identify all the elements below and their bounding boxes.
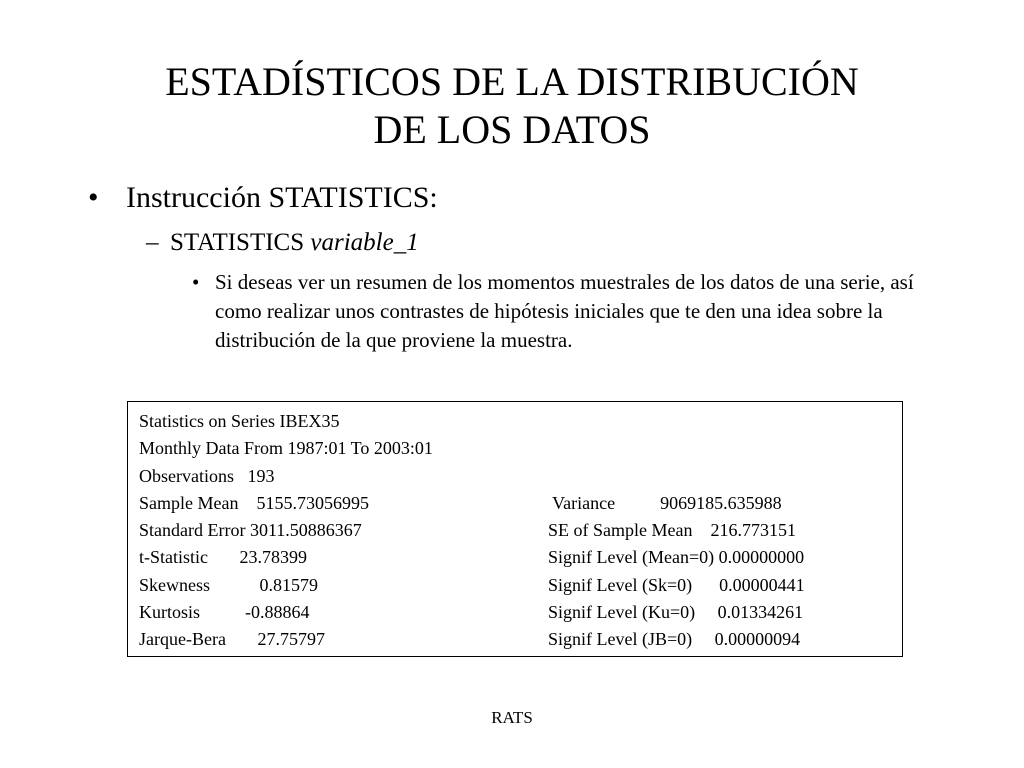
- stat-right-cell: Variance 9069185.635988: [548, 492, 782, 513]
- bullet-level-1-text: Instrucción STATISTICS:: [126, 181, 438, 214]
- stat-left-cell: Jarque-Bera 27.75797: [139, 629, 325, 650]
- dash-marker: –: [146, 229, 159, 256]
- slide-title: [0, 58, 1024, 154]
- stats-observations-line: [128, 463, 902, 490]
- stat-right-cell: Signif Level (Sk=0) 0.00000441: [548, 574, 805, 595]
- stat-right-cell: Signif Level (JB=0) 0.00000094: [548, 629, 801, 650]
- command-argument: variable_1: [310, 229, 419, 256]
- date-range-text: Monthly Data From 1987:01 To 2003:01: [139, 438, 433, 459]
- series-name-text: Statistics on Series IBEX35: [139, 411, 340, 431]
- bullet-marker: •: [192, 270, 200, 294]
- stat-left-cell: t-Statistic 23.78399: [139, 547, 307, 568]
- stats-row: [128, 599, 902, 626]
- bullet-level-2-text: [170, 226, 419, 260]
- stat-left-cell: Kurtosis -0.88864: [139, 602, 310, 623]
- bullet-level-2: [146, 226, 419, 260]
- observations-text: Observations 193: [139, 465, 275, 486]
- stats-range-line: [128, 435, 902, 462]
- stats-header-line: [128, 408, 902, 435]
- stat-left-cell: Skewness 0.81579: [139, 574, 318, 595]
- bullet-level-1: [88, 178, 438, 218]
- stats-row: [128, 572, 902, 599]
- slide-title-line-2: DE LOS DATOS: [373, 107, 651, 152]
- bullet-level-3: [192, 268, 952, 355]
- command-name: STATISTICS: [170, 229, 311, 256]
- stat-left-cell: Sample Mean 5155.73056995: [139, 492, 369, 513]
- stat-right-cell: SE of Sample Mean 216.773151: [548, 520, 796, 541]
- bullet-marker: •: [88, 181, 99, 214]
- stat-right-cell: Signif Level (Mean=0) 0.00000000: [548, 547, 805, 568]
- stats-row: [128, 517, 902, 544]
- slide-title-line-1: ESTADÍSTICOS DE LA DISTRIBUCIÓN: [165, 59, 859, 104]
- stat-right-cell: Signif Level (Ku=0) 0.01334261: [548, 602, 804, 623]
- statistics-output-box: [127, 401, 903, 657]
- stats-row: [128, 544, 902, 571]
- bullet-level-3-text: Si deseas ver un resumen de los momentos muestrales de los datos de una serie, así como realizar unos contrastes de hipótesis iniciales que te den una idea sobre la distribución de la que proviene la muestra.: [215, 270, 914, 352]
- stats-row: [128, 490, 902, 517]
- stats-row: [128, 626, 902, 653]
- slide-footer: RATS: [491, 708, 533, 727]
- stat-left-cell: Standard Error 3011.50886367: [139, 520, 362, 541]
